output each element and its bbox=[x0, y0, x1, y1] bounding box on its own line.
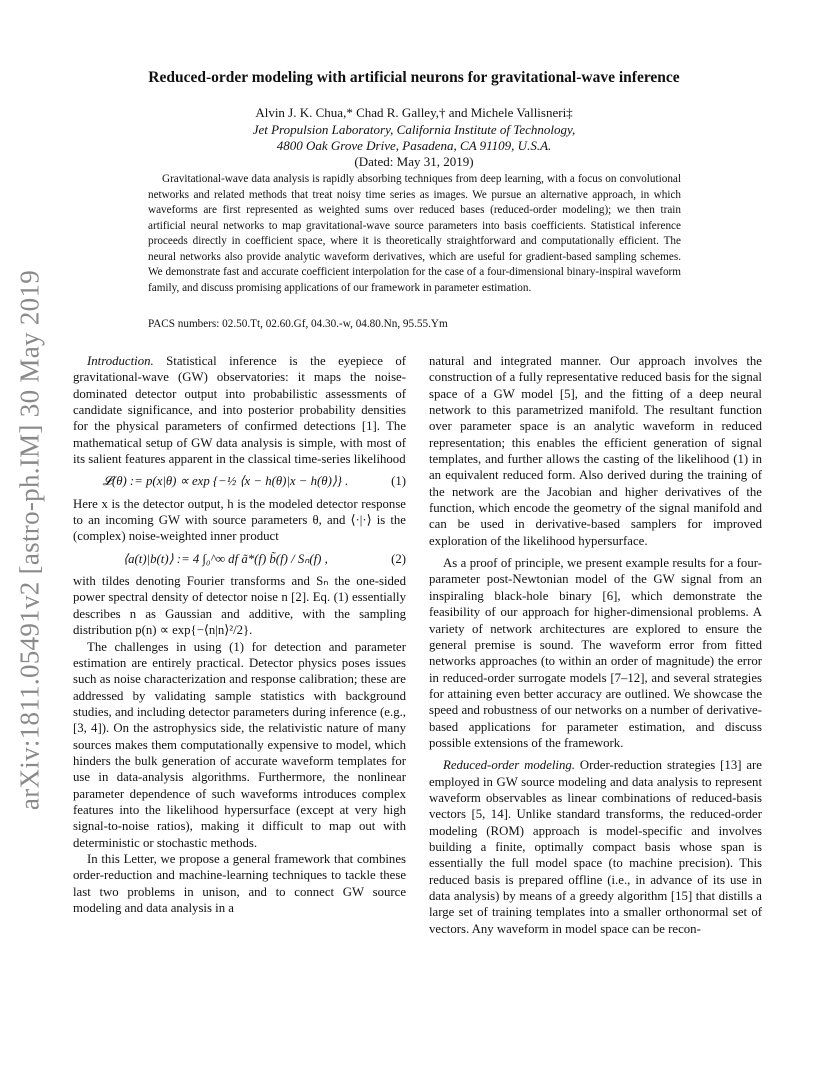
equation-2-body: ⟨a(t)|b(t)⟩ := 4 ∫₀^∞ df ã*(f) b̃(f) / Sₙ(f) , bbox=[123, 551, 328, 566]
equation-2-number: (2) bbox=[391, 551, 406, 566]
pacs-numbers: PACS numbers: 02.50.Tt, 02.60.Gf, 04.30.-w, 04.80.Nn, 95.55.Ym bbox=[148, 318, 448, 330]
intro-paragraph-5: In this Letter, we propose a general framework that combines order-reduction and machine-learning techniques to tackle these last two problems in unison, and to connect GW source modeling and data analysis in a bbox=[73, 851, 406, 915]
equation-1-body: 𝓛(θ) := p(x|θ) ∝ exp {−½ ⟨x − h(θ)|x − h(θ)⟩} . bbox=[102, 474, 349, 489]
arxiv-identifier: arXiv:1811.05491v2 [astro-ph.IM] 30 May 2019 bbox=[14, 269, 45, 811]
rom-heading: Reduced-order modeling. bbox=[443, 758, 575, 773]
rom-text-1: Order-reduction strategies [13] are employed in GW source modeling and data analysis to represent waveform observables as linear combinations of reduced-basis vectors [5, 14]. Unlike standard transforms, the reduced-order modeling (ROM) approach is model-specific and involves building a finite, optimally compact basis whose span is essentially the full model space (to machine precision). This reduced basis is prepared offline (i.e., in advance of its use in data analysis) by means of a greedy algorithm [15] that distills a large set of training templates into a smaller orthonormal set of vectors. Any waveform in model space can be recon- bbox=[429, 758, 762, 936]
rom-paragraph-1 bbox=[429, 757, 762, 937]
affiliation-line-2: 4800 Oak Grove Drive, Pasadena, CA 91109, U.S.A. bbox=[276, 138, 552, 153]
intro-paragraph-7: As a proof of principle, we present example results for a four-parameter post-Newtonian model of the GW signal from an inspiraling black-hole binary [6], which demonstrate the feasibility of our approach for higher-dimensional problems. A variety of network architectures are explored to ensure the general premise is sound. The waveform error from fitted networks approaches (to within an order of magnitude) the error in reduced-order surrogate models [7–12], and several strategies for attaining even better accuracy are outlined. We showcase the speed and robustness of our networks on a number of derivative-based applications for parameter estimation, and discuss possible extensions of the framework. bbox=[429, 556, 762, 750]
intro-paragraph-3: with tildes denoting Fourier transforms and Sₙ the one-sided power spectral density of detector noise n [2]. Eq. (1) essentially describes n as Gaussian and additive, with the sampling distribution p(n) ∝ exp{−⟨n|n⟩²/2}. bbox=[73, 574, 406, 638]
intro-paragraph-1 bbox=[73, 353, 406, 467]
abstract bbox=[148, 172, 681, 296]
affiliation-line-1: Jet Propulsion Laboratory, California Institute of Technology, bbox=[252, 122, 576, 137]
author-list: Alvin J. K. Chua,* Chad R. Galley,† and Michele Vallisneri‡ bbox=[255, 105, 573, 120]
left-column bbox=[73, 353, 406, 916]
equation-1 bbox=[73, 473, 406, 489]
paper-title: Reduced-order modeling with artificial neurons for gravitational-wave inference bbox=[148, 69, 680, 86]
abstract-text: Gravitational-wave data analysis is rapidly absorbing techniques from deep learning, with a focus on convolutional networks and related methods that treat noisy time series as images. We pursue an alternative approach, in which waveforms are first represented as weighted sums over reduced bases (reduced-order modeling); we then train artificial neural networks to map gravitational-wave source parameters into basis coefficients. Statistical inference proceeds directly in coefficient space, where it is theoretically straightforward and computationally efficient. The neural networks also provide analytic waveform derivatives, which are useful for gradient-based sampling schemes. We demonstrate fast and accurate coefficient interpolation for the case of a four-dimensional binary-inspiral waveform family, and discuss promising applications of our framework in parameter estimation. bbox=[148, 173, 681, 294]
intro-heading: Introduction. bbox=[87, 354, 154, 368]
intro-paragraph-4: The challenges in using (1) for detection and parameter estimation are entirely practical. Detector physics poses issues such as noise characterization and response calibration; these are addressed by validating sample statistics with background studies, and including detector parameters during inference (e.g., [3, 4]). On the astrophysics side, the relativistic nature of many sources makes them computationally expensive to model, which hinders the bulk generation of accurate waveform templates for use in data-analysis algorithms. Furthermore, the nonlinear parameter dependence of such waveforms introduces complex features into the likelihood hypersurface (except at very high signal-to-noise ratios), making it difficult to map out with deterministic or stochastic methods. bbox=[73, 639, 406, 850]
intro-text-1: Statistical inference is the eyepiece of gravitational-wave (GW) observatories: it maps the noise-dominated detector output into probabilistic assessments of candidate significance, and into posterior probability densities for the physical parameters of confirmed detections [1]. The mathematical setup of GW data analysis is simple, with most of its salient features apparent in the classical time-series likelihood bbox=[73, 354, 407, 467]
date-line: (Dated: May 31, 2019) bbox=[354, 154, 474, 169]
equation-2 bbox=[73, 551, 406, 567]
intro-paragraph-2: Here x is the detector output, h is the modeled detector response to an incoming GW with source parameters θ, and ⟨·|·⟩ is the (complex) noise-weighted inner product bbox=[73, 496, 406, 544]
right-column bbox=[429, 353, 762, 937]
arxiv-side-stamp bbox=[10, 180, 50, 900]
equation-1-number: (1) bbox=[391, 474, 406, 489]
intro-paragraph-6: natural and integrated manner. Our approach involves the construction of a fully representative reduced basis for the signal space of a GW model [5], and the fitting of a deep neural network to this parametrized manifold. The resultant function over parameter space is an analytic waveform in reduced representation; this enables the efficient generation of signal templates, and further allows the casting of the likelihood (1) in an equivalent reduced form. Also derived during the training of the network are the Jacobian and higher derivatives of the function, which encode the geometry of the signal manifold and can be used in derivative-based samplers for improved exploration of the likelihood hypersurface. bbox=[429, 354, 762, 548]
